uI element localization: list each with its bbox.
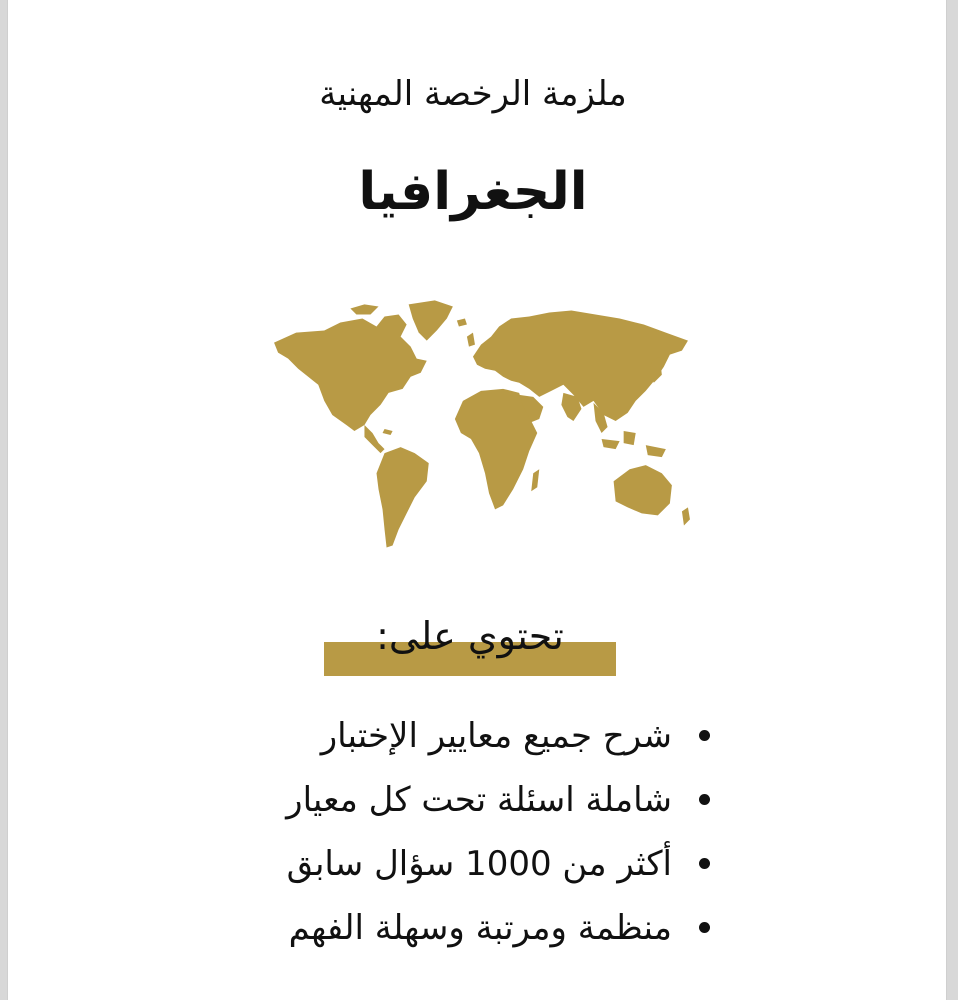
australia-shape [614, 465, 672, 515]
indonesia-shape [602, 439, 620, 449]
list-item-text: شرح جميع معايير الإختبار [320, 716, 672, 756]
list-item [286, 706, 714, 770]
list-item [286, 898, 714, 962]
document-title: الجغرافيا [358, 162, 588, 222]
caribbean-shape [383, 429, 393, 435]
list-item-text: أكثر من 1000 سؤال سابق [286, 844, 672, 884]
list-item [286, 770, 714, 834]
borneo-shape [624, 431, 636, 445]
new-guinea-shape [646, 445, 666, 457]
list-item-text: منظمة ومرتبة وسهلة الفهم [288, 908, 672, 948]
greenland-shape [409, 300, 453, 340]
bullet-icon [699, 794, 710, 805]
uk-shape [467, 333, 475, 347]
bullet-icon [699, 922, 710, 933]
new-zealand-shape [682, 507, 690, 525]
central-america-shape [364, 425, 384, 453]
bullet-icon [699, 730, 710, 741]
iceland-shape [457, 318, 467, 326]
bullet-icon [699, 858, 710, 869]
document-page [8, 0, 946, 1000]
contents-heading: تحتوي على: [376, 614, 564, 658]
list-item-text: شاملة اسئلة تحت كل معيار [286, 780, 672, 820]
south-america-shape [377, 447, 429, 547]
arctic-islands-shape [350, 304, 378, 314]
document-subtitle: ملزمة الرخصة المهنية [319, 74, 627, 114]
madagascar-shape [531, 469, 539, 491]
features-list [286, 706, 714, 962]
north-america-shape [274, 314, 427, 431]
list-item [286, 834, 714, 898]
world-map-icon [266, 296, 698, 558]
